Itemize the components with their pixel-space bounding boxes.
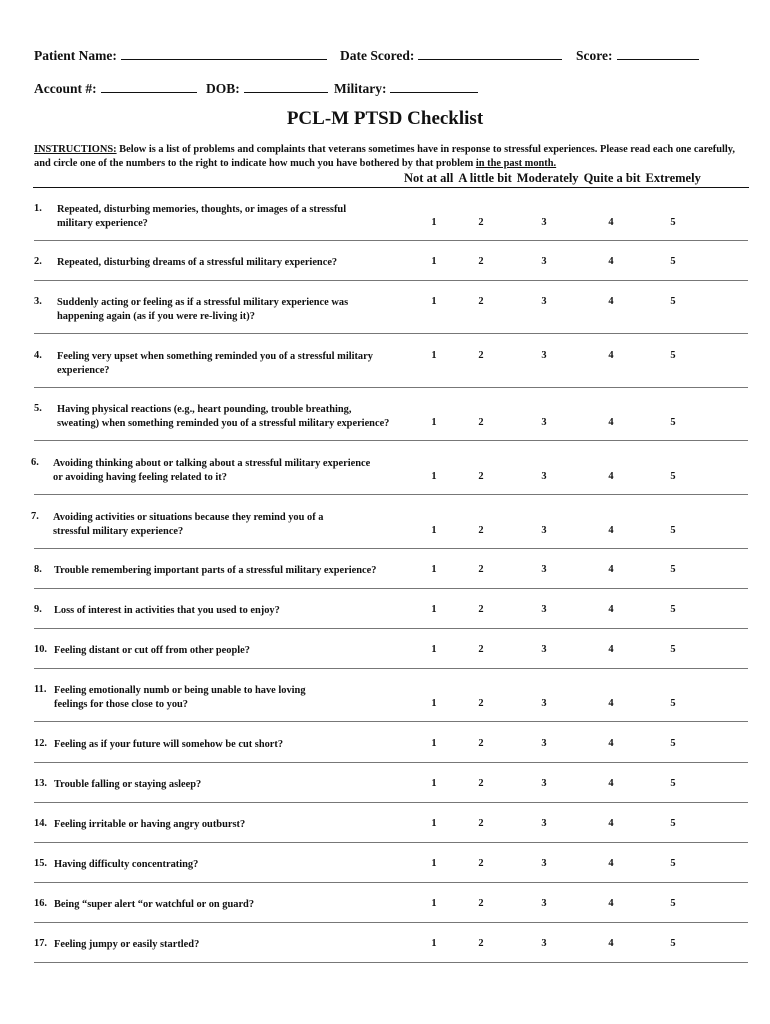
item-question-line: Feeling distant or cut off from other people?	[54, 645, 250, 656]
item-question	[57, 350, 429, 377]
item-question-line: Suddenly acting or feeling as if a stressful military experience was	[57, 297, 349, 308]
score-label: Score:	[576, 48, 613, 63]
rating-option-4[interactable]: 4	[608, 564, 614, 575]
item-question	[54, 604, 426, 618]
instructions-emphasis: in the past month.	[475, 157, 557, 169]
rating-option-2[interactable]: 2	[478, 350, 484, 361]
item-separator	[34, 548, 748, 549]
item-question	[54, 778, 426, 792]
item-question	[57, 203, 429, 230]
rating-option-2[interactable]: 2	[478, 738, 484, 749]
scale-header	[404, 171, 706, 186]
rating-option-4[interactable]: 4	[608, 938, 614, 949]
item-number: 14.	[34, 818, 47, 829]
rating-option-3[interactable]: 3	[541, 256, 547, 267]
item-question-line: happening again (as if you were re-living it)?	[57, 310, 255, 322]
item-number: 2.	[34, 256, 42, 267]
dob-label: DOB:	[206, 81, 240, 96]
page-title: PCL-M PTSD Checklist	[286, 108, 484, 129]
item-question	[57, 403, 437, 430]
military-label: Military:	[334, 81, 387, 96]
rating-option-3[interactable]: 3	[541, 604, 547, 615]
rating-option-2[interactable]: 2	[478, 697, 484, 709]
item-question	[54, 644, 426, 658]
dob-field[interactable]	[206, 80, 328, 97]
item-number: 12.	[34, 738, 47, 749]
item-question-line: Trouble falling or staying asleep?	[54, 779, 202, 790]
header-divider	[33, 187, 749, 188]
rating-option-3[interactable]: 3	[541, 416, 547, 428]
item-question-line: Having difficulty concentrating?	[54, 859, 199, 870]
item-question-line: Trouble remembering important parts of a stressful military experience?	[54, 565, 377, 576]
rating-option-1[interactable]: 1	[431, 738, 437, 749]
rating-option-1[interactable]: 1	[431, 778, 437, 789]
item-question	[54, 818, 426, 832]
rating-option-1[interactable]: 1	[431, 350, 437, 361]
rating-option-2[interactable]: 2	[478, 778, 484, 789]
rating-option-4[interactable]: 4	[608, 697, 614, 709]
rating-option-4[interactable]: 4	[608, 256, 614, 267]
rating-option-1[interactable]: 1	[431, 524, 437, 536]
rating-option-2[interactable]: 2	[478, 564, 484, 575]
rating-option-5[interactable]: 5	[670, 470, 676, 482]
item-question-line: sweating) when something reminded you of a stressful military experience?	[57, 417, 390, 429]
item-separator	[34, 668, 748, 669]
item-separator	[34, 922, 748, 923]
rating-option-5[interactable]: 5	[670, 524, 676, 536]
military-field[interactable]	[334, 80, 478, 97]
date-scored-field[interactable]	[340, 47, 562, 64]
rating-option-1[interactable]: 1	[431, 296, 437, 307]
item-question-line: Feeling jumpy or easily startled?	[54, 939, 200, 950]
rating-option-1[interactable]: 1	[431, 470, 437, 482]
rating-option-3[interactable]: 3	[541, 858, 547, 869]
rating-option-5[interactable]: 5	[670, 738, 676, 749]
item-separator	[34, 882, 748, 883]
patient-name-field[interactable]	[34, 47, 327, 64]
item-question	[54, 738, 426, 752]
item-separator	[34, 387, 748, 388]
rating-option-5[interactable]: 5	[670, 778, 676, 789]
dob-blank[interactable]	[244, 80, 328, 93]
rating-option-2[interactable]: 2	[478, 256, 484, 267]
account-label: Account #:	[34, 81, 97, 96]
item-question	[54, 898, 426, 912]
rating-option-2[interactable]: 2	[478, 818, 484, 829]
rating-option-1[interactable]: 1	[431, 256, 437, 267]
item-number: 10.	[34, 644, 47, 655]
rating-option-4[interactable]: 4	[608, 350, 614, 361]
item-question	[57, 296, 429, 323]
rating-option-2[interactable]: 2	[478, 898, 484, 909]
item-question-line: military experience?	[57, 217, 148, 229]
scale-label-moderately: Moderately	[516, 171, 579, 185]
item-number: 17.	[34, 938, 47, 949]
item-question	[54, 938, 426, 952]
rating-option-1[interactable]: 1	[431, 216, 437, 228]
item-separator	[34, 440, 748, 441]
rating-option-4[interactable]: 4	[608, 898, 614, 909]
patient-name-label: Patient Name:	[34, 48, 117, 63]
item-question-line: Avoiding activities or situations because they remind you of a	[53, 512, 324, 523]
item-number: 15.	[34, 858, 47, 869]
rating-option-1[interactable]: 1	[431, 604, 437, 615]
rating-option-1[interactable]: 1	[431, 416, 437, 428]
item-number: 1.	[34, 203, 42, 214]
item-separator	[34, 962, 748, 963]
item-separator	[34, 762, 748, 763]
rating-option-2[interactable]: 2	[478, 604, 484, 615]
rating-option-4[interactable]: 4	[608, 416, 614, 428]
rating-option-4[interactable]: 4	[608, 818, 614, 829]
item-number: 11.	[34, 684, 47, 695]
item-question	[57, 256, 429, 270]
rating-option-5[interactable]: 5	[670, 256, 676, 267]
item-number: 6.	[31, 457, 39, 468]
rating-option-3[interactable]: 3	[541, 818, 547, 829]
item-separator	[34, 240, 748, 241]
rating-option-3[interactable]: 3	[541, 697, 547, 709]
rating-option-1[interactable]: 1	[431, 564, 437, 575]
rating-option-4[interactable]: 4	[608, 470, 614, 482]
rating-option-2[interactable]: 2	[478, 296, 484, 307]
rating-option-5[interactable]: 5	[670, 216, 676, 228]
item-question	[53, 511, 425, 538]
rating-option-3[interactable]: 3	[541, 524, 547, 536]
item-question-line: experience?	[57, 364, 110, 376]
rating-option-5[interactable]: 5	[670, 818, 676, 829]
rating-option-5[interactable]: 5	[670, 898, 676, 909]
item-question-line: Feeling as if your future will somehow be cut short?	[54, 739, 284, 750]
rating-option-1[interactable]: 1	[431, 818, 437, 829]
item-question-line: Having physical reactions (e.g., heart pounding, trouble breathing,	[57, 404, 352, 415]
scale-label-quite-a-bit: Quite a bit	[583, 171, 641, 185]
item-separator	[34, 802, 748, 803]
item-question	[54, 684, 426, 711]
score-blank[interactable]	[617, 47, 699, 60]
account-blank[interactable]	[101, 80, 197, 93]
rating-option-4[interactable]: 4	[608, 644, 614, 655]
item-number: 4.	[34, 350, 42, 361]
item-number: 13.	[34, 778, 47, 789]
item-question	[53, 457, 425, 484]
item-separator	[34, 588, 748, 589]
rating-option-1[interactable]: 1	[431, 858, 437, 869]
rating-option-3[interactable]: 3	[541, 898, 547, 909]
patient-name-blank[interactable]	[121, 47, 327, 60]
item-separator	[34, 721, 748, 722]
rating-option-3[interactable]: 3	[541, 778, 547, 789]
rating-option-5[interactable]: 5	[670, 644, 676, 655]
item-number: 8.	[34, 564, 42, 575]
military-blank[interactable]	[390, 80, 478, 93]
item-question-line: Feeling very upset when something reminded you of a stressful military	[57, 351, 373, 362]
instructions-heading: INSTRUCTIONS:	[34, 144, 117, 155]
scale-label-not-at-all: Not at all	[404, 171, 454, 185]
rating-option-4[interactable]: 4	[608, 858, 614, 869]
item-number: 3.	[34, 296, 42, 307]
rating-option-3[interactable]: 3	[541, 296, 547, 307]
rating-option-2[interactable]: 2	[478, 524, 484, 536]
item-separator	[34, 333, 748, 334]
rating-option-5[interactable]: 5	[670, 604, 676, 615]
rating-option-3[interactable]: 3	[541, 644, 547, 655]
item-question-line: Feeling emotionally numb or being unable to have loving	[54, 685, 306, 696]
date-scored-blank[interactable]	[418, 47, 562, 60]
rating-option-4[interactable]: 4	[608, 604, 614, 615]
rating-option-4[interactable]: 4	[608, 216, 614, 228]
rating-option-4[interactable]: 4	[608, 524, 614, 536]
score-field[interactable]	[576, 47, 699, 64]
scale-label-extremely: Extremely	[645, 171, 701, 185]
item-number: 5.	[34, 403, 42, 414]
date-scored-label: Date Scored:	[340, 48, 415, 63]
item-question	[54, 564, 426, 578]
rating-option-2[interactable]: 2	[478, 470, 484, 482]
rating-option-3[interactable]: 3	[541, 216, 547, 228]
item-question-line: Avoiding thinking about or talking about a stressful military experience	[53, 458, 371, 469]
item-separator	[34, 494, 748, 495]
rating-option-3[interactable]: 3	[541, 564, 547, 575]
rating-option-1[interactable]: 1	[431, 644, 437, 655]
item-question-line: stressful military experience?	[53, 525, 184, 537]
rating-option-5[interactable]: 5	[670, 858, 676, 869]
rating-option-3[interactable]: 3	[541, 938, 547, 949]
item-question-line: Repeated, disturbing dreams of a stressful military experience?	[57, 257, 338, 268]
rating-option-3[interactable]: 3	[541, 350, 547, 361]
rating-option-5[interactable]: 5	[670, 296, 676, 307]
item-separator	[34, 280, 748, 281]
item-question-line: Loss of interest in activities that you used to enjoy?	[54, 605, 280, 616]
rating-option-3[interactable]: 3	[541, 470, 547, 482]
rating-option-2[interactable]: 2	[478, 858, 484, 869]
rating-option-1[interactable]: 1	[431, 697, 437, 709]
rating-option-4[interactable]: 4	[608, 738, 614, 749]
scale-label-a-little-bit: A little bit	[458, 171, 512, 185]
rating-option-5[interactable]: 5	[670, 938, 676, 949]
rating-option-1[interactable]: 1	[431, 898, 437, 909]
rating-option-4[interactable]: 4	[608, 778, 614, 789]
item-separator	[34, 628, 748, 629]
item-question-line: or avoiding having feeling related to it?	[53, 471, 227, 483]
instructions	[34, 143, 744, 170]
item-question-line: feelings for those close to you?	[54, 698, 189, 710]
rating-option-5[interactable]: 5	[670, 350, 676, 361]
item-number: 16.	[34, 898, 47, 909]
item-question-line: Repeated, disturbing memories, thoughts, or images of a stressful	[57, 204, 347, 215]
account-field[interactable]	[34, 80, 197, 97]
item-question	[54, 858, 426, 872]
item-number: 7.	[31, 511, 39, 522]
rating-option-1[interactable]: 1	[431, 938, 437, 949]
rating-option-5[interactable]: 5	[670, 697, 676, 709]
rating-option-5[interactable]: 5	[670, 564, 676, 575]
rating-option-2[interactable]: 2	[478, 644, 484, 655]
rating-option-3[interactable]: 3	[541, 738, 547, 749]
rating-option-2[interactable]: 2	[478, 216, 484, 228]
rating-option-4[interactable]: 4	[608, 296, 614, 307]
item-number: 9.	[34, 604, 42, 615]
item-separator	[34, 842, 748, 843]
rating-option-2[interactable]: 2	[478, 416, 484, 428]
instructions-text: Below is a list of problems and complaints that veterans sometimes have in response to stressful experiences. Please read each one carefully, and circle one of the numbers to the right to indicate how much you have bothered by that problem	[34, 144, 735, 169]
item-question-line: Feeling irritable or having angry outburst?	[54, 819, 246, 830]
rating-option-2[interactable]: 2	[478, 938, 484, 949]
item-question-line: Being “super alert “or watchful or on guard?	[54, 899, 255, 910]
rating-option-5[interactable]: 5	[670, 416, 676, 428]
